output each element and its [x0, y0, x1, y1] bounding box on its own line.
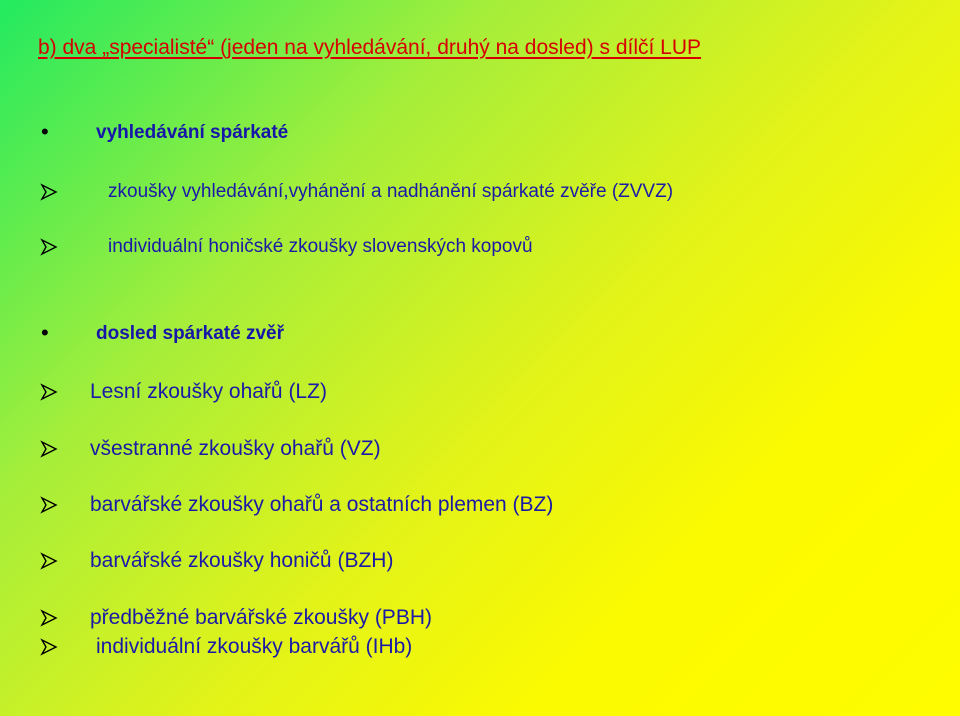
list-item-text: předběžné barvářské zkoušky (PBH) — [90, 606, 432, 629]
arrowhead-icon — [40, 496, 58, 514]
arrowhead-icon — [40, 552, 58, 570]
arrowhead-icon — [40, 238, 58, 256]
list-item-text: individuální zkoušky barvářů (IHb) — [96, 635, 413, 658]
list-item-text: Lesní zkoušky ohařů (LZ) — [90, 380, 327, 403]
list-item-text: barvářské zkoušky honičů (BZH) — [90, 549, 394, 572]
list-item-text: individuální honičské zkoušky slovenských kopovů — [108, 236, 533, 257]
list-item-text: zkoušky vyhledávání,vyhánění a nadhánění spárkaté zvěře (ZVVZ) — [108, 181, 674, 202]
arrowhead-icon — [40, 440, 58, 458]
arrowhead-icon — [40, 183, 58, 201]
slide-title: b) dva „specialisté“ (jeden na vyhledávání, druhý na dosled) s dílčí LUP — [38, 36, 702, 59]
arrowhead-icon — [40, 638, 58, 656]
arrowhead-icon — [40, 609, 58, 627]
arrowhead-icon — [40, 383, 58, 401]
bullet-dot-icon: • — [41, 320, 49, 345]
section-heading: dosled spárkaté zvěř — [96, 323, 284, 344]
list-item-text: barvářské zkoušky ohařů a ostatních plemen (BZ) — [90, 493, 554, 516]
list-item-text: všestranné zkoušky ohařů (VZ) — [90, 437, 381, 460]
section-heading: vyhledávání spárkaté — [96, 122, 289, 143]
bullet-dot-icon: • — [41, 119, 49, 144]
